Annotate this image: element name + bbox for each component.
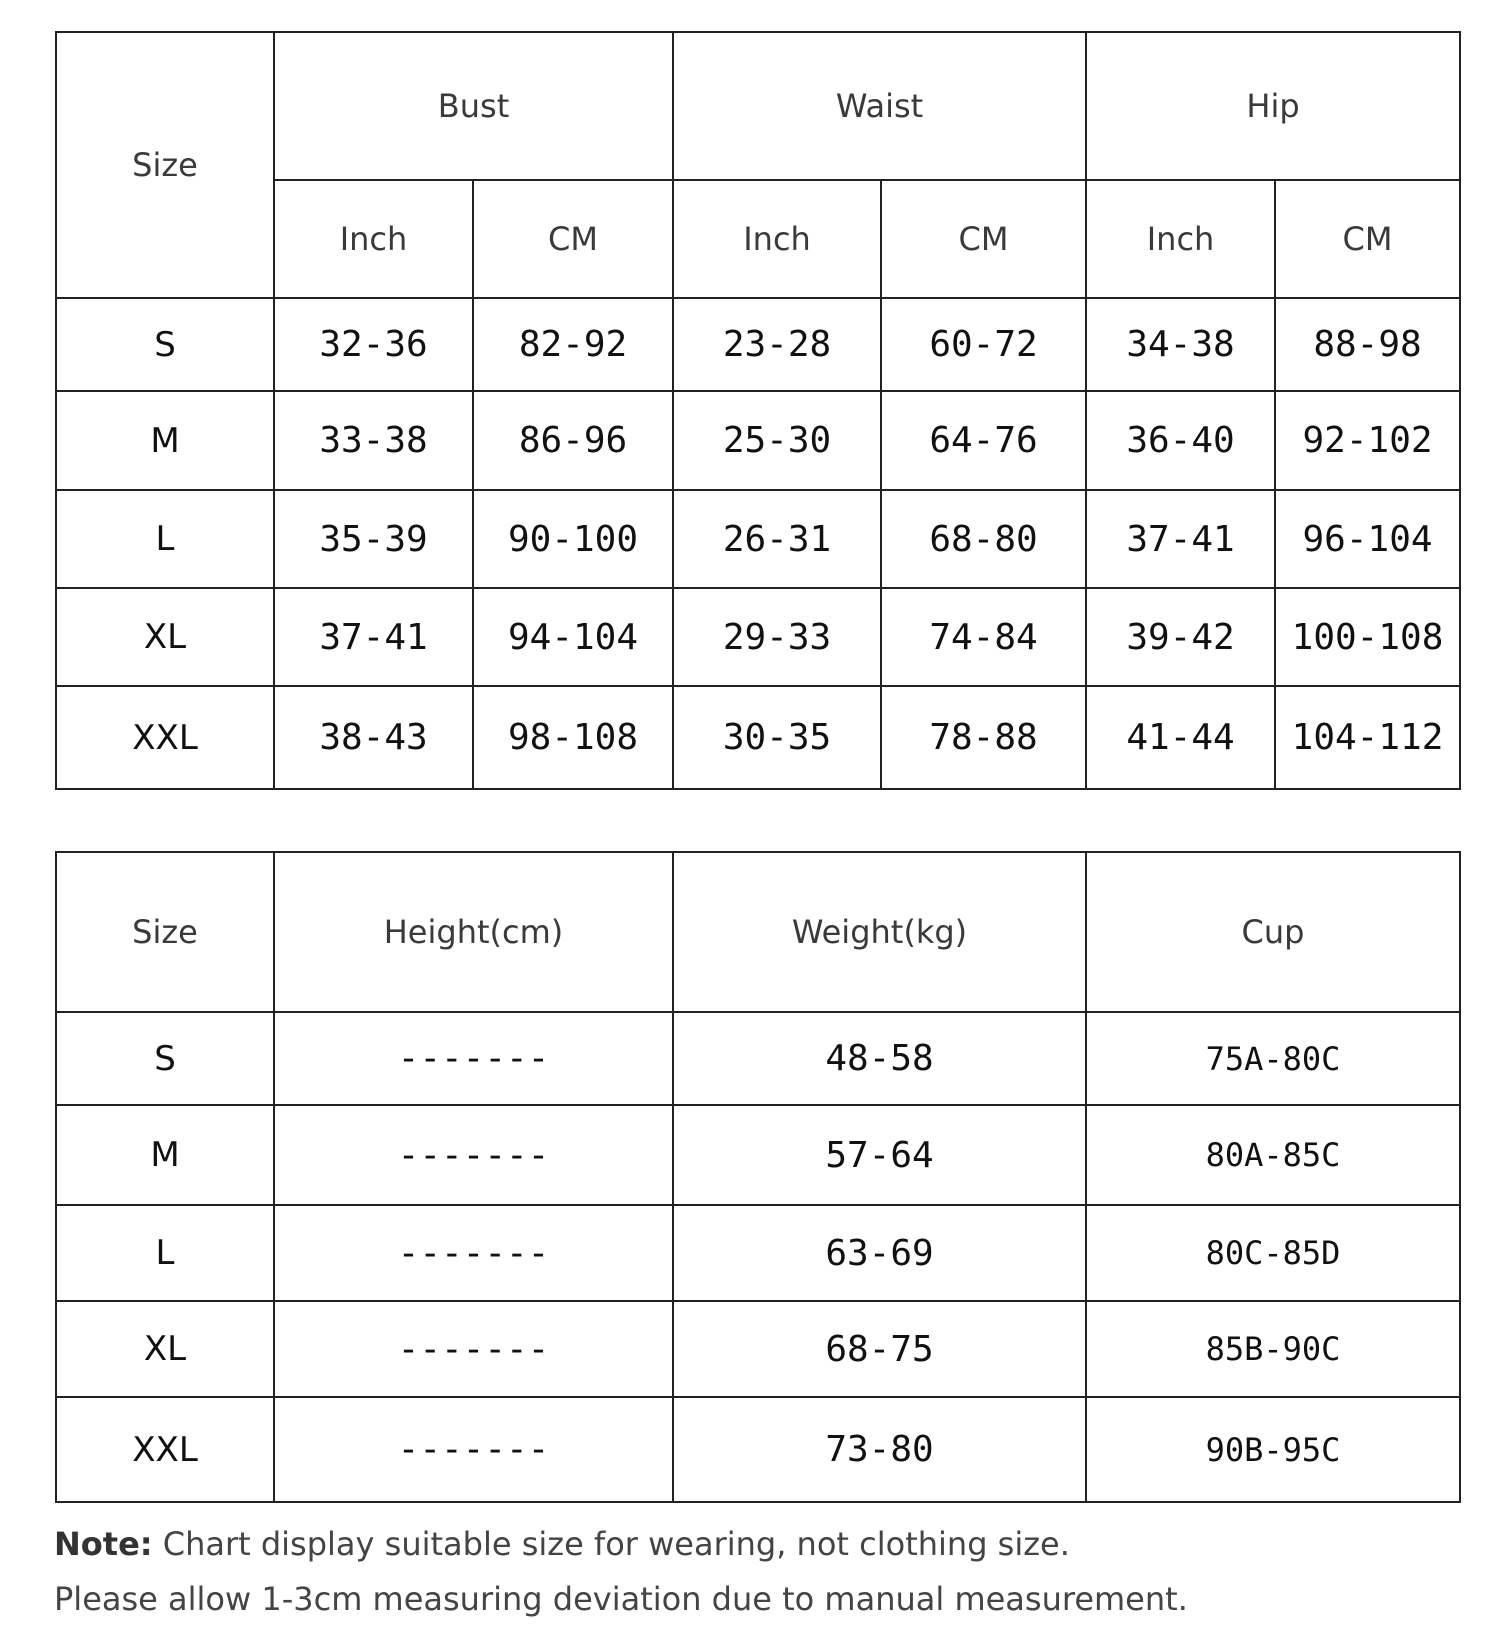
measurement-cell: 74-84 — [881, 588, 1086, 686]
weight-cell: 48-58 — [673, 1012, 1086, 1105]
note-line-2: Please allow 1-3cm measuring deviation due to manual measurement. — [54, 1580, 1188, 1618]
table-row — [56, 1205, 1460, 1301]
measurement-cell: 88-98 — [1275, 298, 1460, 391]
measurement-cell: 68-80 — [881, 490, 1086, 588]
height-header: Height(cm) — [274, 852, 673, 1012]
unit-header: Inch — [274, 180, 473, 298]
table-row — [56, 686, 1460, 789]
measurement-cell: 96-104 — [1275, 490, 1460, 588]
note-label: Note: — [54, 1525, 153, 1563]
measurement-cell: 41-44 — [1086, 686, 1275, 789]
measurement-cell: 64-76 — [881, 391, 1086, 490]
measurement-cell: 78-88 — [881, 686, 1086, 789]
size-cell: L — [56, 1205, 274, 1301]
size-cell: S — [56, 1012, 274, 1105]
height-cell: ------- — [274, 1012, 673, 1105]
measurement-cell: 23-28 — [673, 298, 881, 391]
height-cell: ------- — [274, 1397, 673, 1502]
size-cell: XXL — [56, 1397, 274, 1502]
measurement-cell: 92-102 — [1275, 391, 1460, 490]
cup-cell: 85B-90C — [1086, 1301, 1460, 1397]
measurement-size-table — [55, 31, 1461, 790]
size-cell: S — [56, 298, 274, 391]
measurement-cell: 104-112 — [1275, 686, 1460, 789]
cup-cell: 80A-85C — [1086, 1105, 1460, 1205]
unit-header: CM — [1275, 180, 1460, 298]
cup-cell: 75A-80C — [1086, 1012, 1460, 1105]
table-row — [56, 298, 1460, 391]
size-cell: M — [56, 391, 274, 490]
height-cell: ------- — [274, 1205, 673, 1301]
weight-cell: 57-64 — [673, 1105, 1086, 1205]
measurement-cell: 36-40 — [1086, 391, 1275, 490]
size-header: Size — [56, 32, 274, 298]
table-row — [56, 1012, 1460, 1105]
table-row — [56, 588, 1460, 686]
weight-cell: 63-69 — [673, 1205, 1086, 1301]
measurement-cell: 39-42 — [1086, 588, 1275, 686]
unit-header: CM — [473, 180, 673, 298]
size-cell: XL — [56, 1301, 274, 1397]
measurement-cell: 32-36 — [274, 298, 473, 391]
weight-header: Weight(kg) — [673, 852, 1086, 1012]
waist-header: Waist — [673, 32, 1086, 180]
table-row — [56, 391, 1460, 490]
measurement-cell: 37-41 — [274, 588, 473, 686]
weight-cell: 73-80 — [673, 1397, 1086, 1502]
table-row — [56, 1397, 1460, 1502]
cup-cell: 80C-85D — [1086, 1205, 1460, 1301]
measurement-cell: 33-38 — [274, 391, 473, 490]
cup-header: Cup — [1086, 852, 1460, 1012]
measurement-cell: 35-39 — [274, 490, 473, 588]
size-cell: XL — [56, 588, 274, 686]
size-cell: L — [56, 490, 274, 588]
measurement-cell: 60-72 — [881, 298, 1086, 391]
measurement-cell: 90-100 — [473, 490, 673, 588]
unit-header: Inch — [673, 180, 881, 298]
measurement-cell: 30-35 — [673, 686, 881, 789]
height-cell: ------- — [274, 1105, 673, 1205]
measurement-cell: 98-108 — [473, 686, 673, 789]
fit-size-table — [55, 851, 1461, 1503]
table-row — [56, 490, 1460, 588]
size-header: Size — [56, 852, 274, 1012]
size-cell: M — [56, 1105, 274, 1205]
measurement-cell: 38-43 — [274, 686, 473, 789]
height-cell: ------- — [274, 1301, 673, 1397]
measurement-cell: 37-41 — [1086, 490, 1275, 588]
table-row — [56, 1301, 1460, 1397]
measurement-cell: 94-104 — [473, 588, 673, 686]
unit-header: Inch — [1086, 180, 1275, 298]
note-line-1 — [54, 1525, 1070, 1563]
measurement-cell: 25-30 — [673, 391, 881, 490]
measurement-cell: 82-92 — [473, 298, 673, 391]
weight-cell: 68-75 — [673, 1301, 1086, 1397]
measurement-cell: 26-31 — [673, 490, 881, 588]
measurement-cell: 100-108 — [1275, 588, 1460, 686]
hip-header: Hip — [1086, 32, 1460, 180]
cup-cell: 90B-95C — [1086, 1397, 1460, 1502]
measurement-cell: 29-33 — [673, 588, 881, 686]
table-row — [56, 1105, 1460, 1205]
size-cell: XXL — [56, 686, 274, 789]
unit-header: CM — [881, 180, 1086, 298]
note-text: Chart display suitable size for wearing, not clothing size. — [162, 1525, 1070, 1563]
measurement-cell: 34-38 — [1086, 298, 1275, 391]
bust-header: Bust — [274, 32, 673, 180]
measurement-cell: 86-96 — [473, 391, 673, 490]
